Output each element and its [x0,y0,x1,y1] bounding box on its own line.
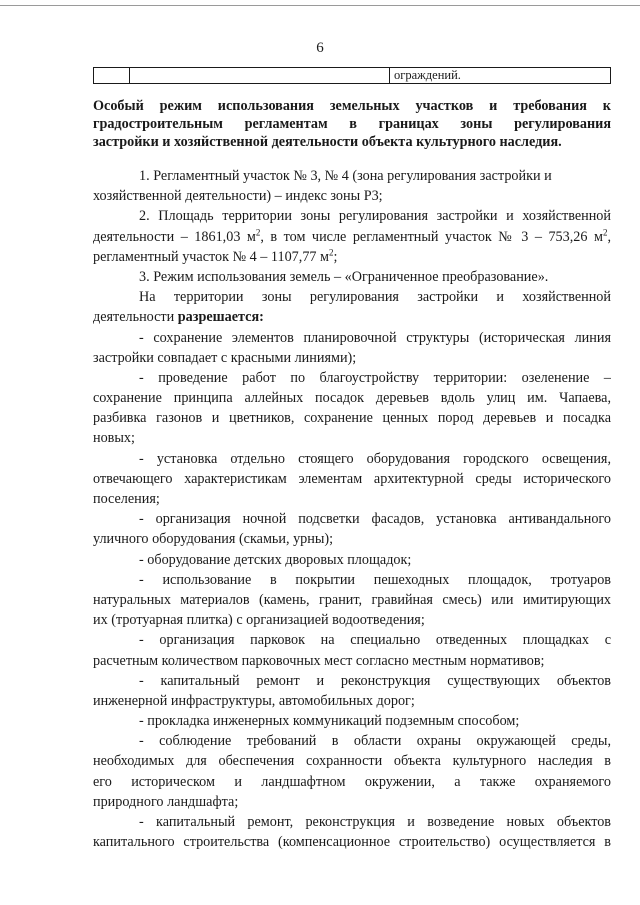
table-cell [94,68,130,84]
text-line: отвечающего характеристикам элементам архитектурной среды исторического [93,470,611,487]
text-line: - организация ночной подсветки фасадов, установка антивандального [139,511,611,528]
text-line: - соблюдение требований в области охраны окружающей среды, [139,733,611,750]
text-line: его историческом и ландшафтном окружении, а также охраняемого [93,773,611,790]
text-line: - капитальный ремонт, реконструкция и возведение новых объектов [139,814,611,830]
text-line: инженерной инфраструктуры, автомобильных дорог; [93,692,415,709]
text-line: расчетным количеством парковочных мест согласно местным нормативов; [93,652,545,669]
text-line: 3. Режим использования земель – «Ограниченное преобразование». [139,268,549,285]
heading-line: застройки и хозяйственной деятельности объекта культурного наследия. [93,134,562,150]
text-line: - установка отдельно стоящего оборудования городского освещения, [139,450,611,467]
table-cell-text: ограждений. [390,68,611,84]
text-line: - прокладка инженерных коммуникаций подземным способом; [139,713,520,730]
table-fragment [93,67,611,84]
emphasis: разрешается: [177,309,264,326]
text-line: уличного оборудования (скамьи, урны); [93,531,334,548]
text-line: их (тротуарная плитка) с организацией водоотведения; [93,612,425,629]
text-line: сохранение принципа аллейных посадок деревьев вдоль улиц им. Чапаева, [93,390,611,407]
page-number: 6 [316,40,324,56]
text-line [93,307,611,327]
text-line: необходимых для обеспечения сохранности объекта культурного наследия в [93,753,611,770]
heading-line: Особый режим использования земельных участков и требования к [93,98,611,114]
text-line: застройки совпадает с красными линиями); [93,349,357,366]
superscript: 2 [329,247,334,258]
text-line: природного ландшафта; [93,793,239,810]
heading-line: градостроительным регламентам в границах зоны регулирования [93,116,611,132]
text-line: - использование в покрытии пешеходных площадок, тротуаров [139,571,611,588]
text-line: натуральных материалов (камень, гранит, гравийная смесь) или имитирующих [93,591,611,608]
text-line: 2. Площадь территории зоны регулирования застройки и хозяйственной [139,208,611,225]
area-line: деятельности – 1861,03 $м^2$, в том числе регламентный участок № 3 – 753,26 $м^2$, [93,226,611,245]
text-line: - сохранение элементов планировочной структуры (историческая линия [139,329,611,346]
area-line: регламентный участок № 4 – 1107,77 $м^2$; [93,247,338,265]
superscript: 2 [255,226,261,237]
text-line: - проведение работ по благоустройству территории: озеленение – [139,369,611,386]
text-fragment: деятельности [93,309,175,326]
text-line: новых; [93,430,135,447]
document-body [93,166,611,852]
text-line: На территории зоны регулирования застройки и хозяйственной [139,289,611,306]
text-line: - капитальный ремонт и реконструкция существующих объектов [139,672,611,689]
text-line: 1. Регламентный участок № 3, № 4 (зона регулирования застройки и [139,168,552,184]
table-cell [130,68,390,84]
section-heading [93,97,611,151]
text-line: поселения; [93,491,160,507]
superscript: 2 [602,226,608,237]
text-line: - оборудование детских дворовых площадок; [139,551,412,568]
text-line: - организация парковок на специально отведенных площадках с [139,632,611,649]
text-line: капитального строительства (компенсационное строительство) осуществляется в [93,834,611,851]
text-line: разбивка газонов и цветников, сохранение ценных пород деревьев и посадка [93,410,611,427]
top-rule [0,5,640,6]
text-line: хозяйственной деятельности) – индекс зоны Р3; [93,188,383,205]
table-row [94,68,611,84]
